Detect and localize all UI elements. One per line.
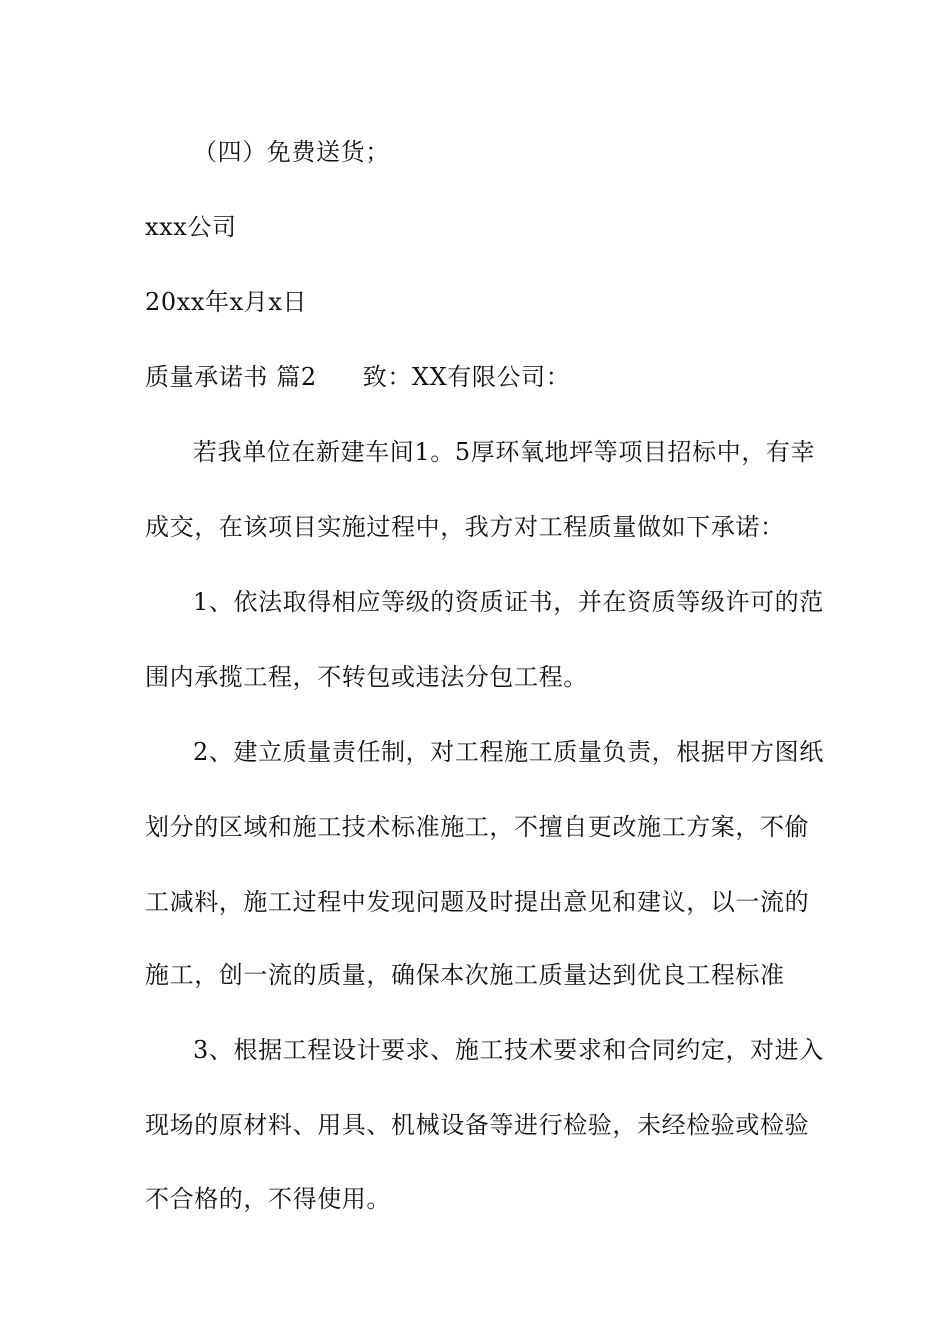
paragraph-line: 划分的区域和施工技术标准施工，不擅自更改施工方案，不偷 <box>145 813 810 841</box>
paragraph-line: 1、依法取得相应等级的资质证书，并在资质等级许可的范 <box>193 588 824 616</box>
paragraph-line: 成交，在该项目实施过程中，我方对工程质量做如下承诺： <box>145 513 785 541</box>
section-heading <box>145 360 810 394</box>
date-line: 20xx年x月x日 <box>145 288 308 316</box>
heading-part: 篇2 <box>276 363 317 391</box>
heading-addressee: 致：XX有限公司： <box>362 363 571 391</box>
heading-title: 质量承诺书 <box>145 363 268 391</box>
paragraph-line: 施工，创一流的质量，确保本次施工质量达到优良工程标准 <box>145 961 785 989</box>
paragraph-line: 不合格的，不得使用。 <box>145 1185 391 1213</box>
paragraph-line: 2、建立质量责任制，对工程施工质量负责，根据甲方图纸 <box>193 738 824 766</box>
paragraph-line: 围内承揽工程，不转包或违法分包工程。 <box>145 663 588 691</box>
company-name: xxx公司 <box>145 213 237 241</box>
paragraph-line: 3、根据工程设计要求、施工技术要求和合同约定，对进入 <box>193 1036 824 1064</box>
paragraph-line: 若我单位在新建车间1。5厚环氧地坪等项目招标中，有幸 <box>193 438 816 466</box>
paragraph-line: 现场的原材料、用具、机械设备等进行检验，未经检验或检验 <box>145 1111 810 1139</box>
list-item-four: （四）免费送货； <box>193 138 390 166</box>
paragraph-line: 工减料，施工过程中发现问题及时提出意见和建议，以一流的 <box>145 888 810 916</box>
